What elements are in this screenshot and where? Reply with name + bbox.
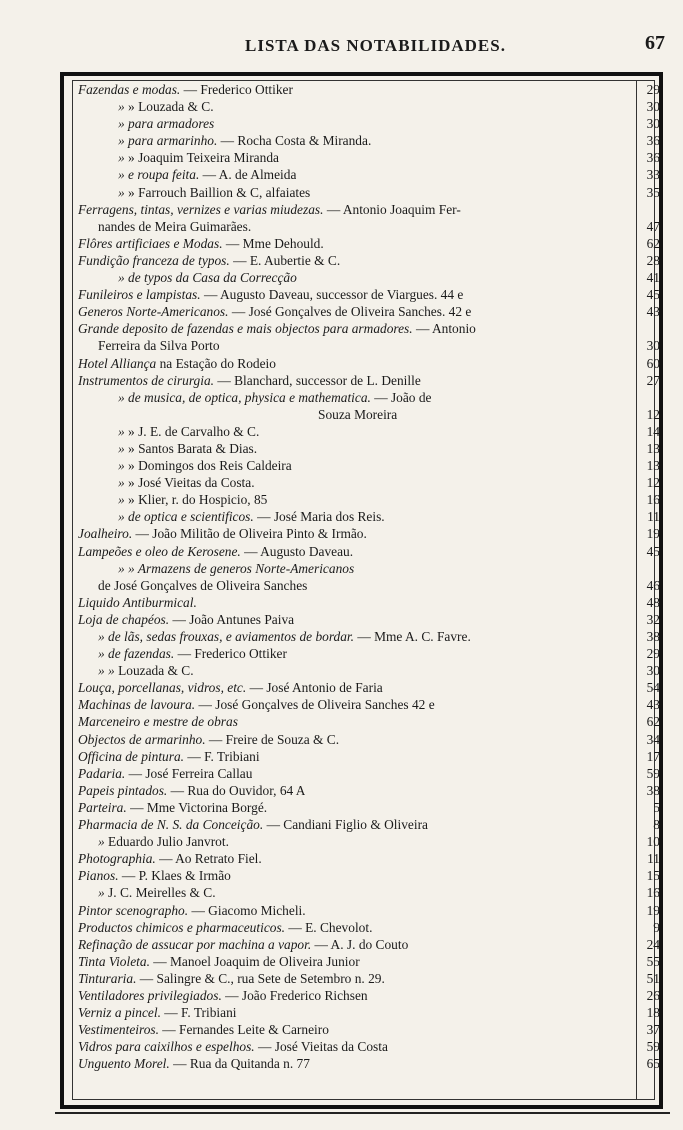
entry-name: — João Antunes Paiva (169, 611, 295, 627)
list-item (78, 1038, 660, 1055)
entry-page-number: 27 (646, 372, 660, 388)
entry-name: — F. Tribiani (160, 1005, 237, 1021)
entry-category: Refinação de assucar por machina a vapor. (78, 936, 312, 952)
entry-page-number: 32 (646, 611, 660, 627)
entry-text (98, 662, 194, 679)
entry-name: — Frederico Ottiker (180, 82, 293, 97)
entry-text (78, 286, 463, 303)
entry-text (118, 166, 296, 183)
entry-page-number: 11 (647, 509, 660, 525)
directory-list (78, 81, 660, 1072)
entry-category: » (118, 99, 125, 115)
entry-page-number: 16 (646, 885, 660, 901)
entry-page-number: 38 (646, 629, 660, 644)
entry-category: Ferragens, tintas, vernizes e varias miudezas. (78, 201, 324, 217)
page-number: 67 (645, 32, 665, 54)
entry-category: Verniz a pincel. (78, 1005, 161, 1021)
list-item (78, 816, 660, 833)
entry-page-number: 8 (653, 817, 660, 833)
list-item (78, 166, 660, 183)
entry-text (118, 115, 214, 132)
entry-page-number: 28 (646, 252, 660, 268)
entry-name: — José Antonio de Faria (246, 680, 383, 696)
entry-name: — Blanchard, successor de L. Denille (214, 372, 421, 388)
entry-name: na Estação do Rodeio (156, 355, 276, 371)
entry-text (118, 98, 214, 115)
entry-text (118, 508, 385, 525)
list-item (78, 884, 660, 901)
entry-category: » » (98, 663, 115, 679)
page-title: LISTA DAS NOTABILIDADES. (245, 36, 506, 55)
entry-name: — Augusto Daveau, successor de Viargues. 44 e (200, 287, 464, 303)
list-item (78, 201, 660, 218)
entry-text (78, 902, 306, 919)
list-item (78, 440, 660, 457)
entry-text (118, 269, 297, 286)
list-item (78, 867, 660, 884)
list-item (78, 269, 660, 286)
entry-text (78, 679, 383, 696)
entry-page-number: 65 (646, 1056, 660, 1072)
entry-category: » de optica e scientificos. (118, 509, 254, 525)
entry-category: » (118, 423, 125, 439)
entry-page-number: 36 (646, 150, 660, 166)
entry-page-number: 60 (646, 355, 660, 371)
list-item (78, 372, 660, 389)
entry-name: — Antonio (412, 321, 476, 337)
entry-name: — José Vieitas da Costa (254, 1039, 388, 1055)
entry-category: Hotel Alliança (78, 355, 157, 371)
entry-name: — Frederico Ottiker (174, 646, 287, 662)
entry-text (78, 81, 293, 98)
list-item (78, 389, 660, 406)
entry-category: » (98, 834, 105, 850)
entry-category: Fazendas e modas. (78, 82, 181, 97)
entry-name: » J. E. de Carvalho & C. (124, 423, 260, 439)
entry-text (78, 1021, 329, 1038)
entry-category: » de lãs, sedas frouxas, e aviamentos de bordar. (98, 629, 355, 644)
bottom-rule (55, 1112, 670, 1114)
list-item (78, 525, 660, 542)
list-item (78, 1021, 660, 1038)
entry-name: — Antonio Joaquim Fer- (323, 201, 461, 217)
entry-text (78, 731, 339, 748)
entry-text (78, 782, 305, 799)
entry-text (98, 833, 229, 850)
entry-category: Papeis pintados. (78, 782, 168, 798)
entry-page-number: 47 (646, 218, 660, 234)
entry-text (78, 1004, 237, 1021)
entry-text (118, 132, 371, 149)
entry-text (78, 1038, 388, 1055)
entry-text (98, 645, 287, 662)
entry-text (118, 457, 292, 474)
entry-page-number: 59 (646, 765, 660, 781)
entry-page-number: 5 (653, 799, 660, 815)
entry-text (78, 713, 238, 730)
entry-category: Grande deposito de fazendas e mais objectos para armadores. (78, 321, 413, 337)
entry-name: — José Gonçalves de Oliveira Sanches 42 e (195, 697, 435, 713)
entry-category: » (98, 885, 105, 901)
list-item (78, 252, 660, 269)
list-item (78, 594, 660, 611)
list-item (78, 765, 660, 782)
entry-name: — João Frederico Richsen (221, 987, 368, 1003)
list-item (78, 406, 660, 423)
list-item (78, 115, 660, 132)
entry-page-number: 36 (646, 133, 660, 149)
entry-text (78, 987, 368, 1004)
entry-category: Joalheiro. (78, 526, 133, 542)
list-item (78, 850, 660, 867)
entry-page-number: 54 (646, 680, 660, 696)
entry-category: » (118, 475, 125, 491)
list-item (78, 577, 660, 594)
list-item (78, 1004, 660, 1021)
list-item (78, 799, 660, 816)
entry-page-number: 55 (646, 953, 660, 969)
entry-page-number: 33 (646, 167, 660, 183)
entry-category: Officina de pintura. (78, 748, 185, 764)
entry-page-number: 10 (646, 834, 660, 850)
entry-category: Fundição franceza de typos. (78, 252, 230, 268)
entry-name: — A. de Almeida (199, 167, 297, 183)
entry-name: — Mme A. C. Favre. (354, 629, 471, 644)
entry-page-number: 30 (646, 663, 660, 679)
entry-text (118, 491, 267, 508)
entry-text (78, 525, 367, 542)
entry-category: » para armadores (118, 116, 215, 132)
entry-page-number: 30 (646, 338, 660, 354)
entry-name: — Freire de Souza & C. (205, 731, 340, 747)
entry-name: — Mme Victorina Borgé. (126, 799, 268, 815)
entry-text (78, 201, 461, 218)
entry-page-number: 12 (646, 475, 660, 491)
entry-category: Marceneiro e mestre de obras (78, 714, 238, 730)
entry-category: Photographia. (78, 851, 156, 867)
entry-name: — João de (370, 389, 432, 405)
entry-name: — José Maria dos Reis. (253, 509, 385, 525)
entry-category: Louça, porcellanas, vidros, etc. (78, 680, 247, 696)
entry-page-number: 16 (646, 492, 660, 508)
list-item (78, 748, 660, 765)
list-item (78, 184, 660, 201)
entry-name: — João Militão de Oliveira Pinto & Irmão. (132, 526, 367, 542)
entry-text (78, 320, 476, 337)
entry-page-number: 43 (646, 697, 660, 713)
entry-text (98, 628, 471, 645)
list-item (78, 696, 660, 713)
entry-page-number: 13 (646, 440, 660, 456)
entry-name: J. C. Meirelles & C. (104, 885, 216, 901)
entry-page-number: 46 (646, 577, 660, 593)
entry-category: » para armarinho. (118, 133, 218, 149)
entry-text (78, 1055, 310, 1072)
list-item (78, 235, 660, 252)
entry-page-number: 43 (646, 304, 660, 320)
entry-page-number: 62 (646, 714, 660, 730)
entry-page-number: 41 (646, 270, 660, 286)
entry-category: Tinta Violeta. (78, 953, 150, 969)
entry-category: » de fazendas. (98, 646, 175, 662)
list-item (78, 731, 660, 748)
entry-name: » Farrouch Baillion & C, alfaiates (124, 184, 311, 200)
entry-text (118, 149, 279, 166)
entry-page-number: 35 (646, 184, 660, 200)
entry-page-number: 51 (646, 970, 660, 986)
entry-text (98, 218, 251, 235)
entry-text (78, 594, 197, 611)
entry-name: Eduardo Julio Janvrot. (104, 834, 229, 850)
entry-category: Flôres artificiaes e Modas. (78, 235, 223, 251)
entry-category: Padaria. (78, 765, 126, 781)
list-item (78, 457, 660, 474)
entry-page-number: 38 (646, 782, 660, 798)
entry-page-number: 17 (646, 748, 660, 764)
list-item (78, 543, 660, 560)
entry-name: — Fernandes Leite & Carneiro (158, 1022, 329, 1038)
entry-text (78, 765, 252, 782)
entry-category: » » Armazens de generos Norte-Americanos (118, 560, 355, 576)
list-item (78, 1055, 660, 1072)
entry-category: » de typos da Casa da Correcção (118, 270, 297, 286)
entry-category: Loja de chapéos. (78, 611, 170, 627)
entry-page-number: 19 (646, 902, 660, 918)
entry-page-number: 9 (653, 919, 660, 935)
entry-name: — Manoel Joaquim de Oliveira Junior (149, 953, 360, 969)
list-item (78, 953, 660, 970)
entry-page-number: 19 (646, 526, 660, 542)
entry-name: — Rua da Quitanda n. 77 (169, 1056, 310, 1072)
entry-page-number: 29 (646, 82, 660, 97)
list-item (78, 337, 660, 354)
list-item (78, 628, 660, 645)
entry-category: Ventiladores privilegiados. (78, 987, 222, 1003)
entry-text (78, 919, 372, 936)
entry-text (78, 543, 353, 560)
entry-name: — Salingre & C., rua Sete de Setembro n. 29. (136, 970, 385, 986)
entry-category: Unguento Morel. (78, 1056, 170, 1072)
entry-text (78, 953, 360, 970)
entry-name: Louzada & C. (114, 663, 194, 679)
entry-name: — P. Klaes & Irmão (118, 868, 231, 884)
entry-name: — Rocha Costa & Miranda. (217, 133, 372, 149)
entry-category: » (118, 440, 125, 456)
entry-page-number: 45 (646, 543, 660, 559)
entry-page-number: 34 (646, 731, 660, 747)
entry-page-number: 24 (646, 936, 660, 952)
entry-category: Liquido Antiburmical. (78, 594, 197, 610)
list-item (78, 902, 660, 919)
list-item (78, 423, 660, 440)
entry-text (78, 816, 428, 833)
entry-name: — José Ferreira Callau (125, 765, 253, 781)
entry-page-number: 18 (646, 1005, 660, 1021)
entry-page-number: 13 (646, 458, 660, 474)
entry-name: » Domingos dos Reis Caldeira (124, 458, 292, 474)
entry-category: » (118, 184, 125, 200)
entry-name: de José Gonçalves de Oliveira Sanches (98, 577, 308, 593)
entry-page-number: 11 (647, 851, 660, 867)
list-item (78, 679, 660, 696)
list-item (78, 132, 660, 149)
entry-text (78, 303, 471, 320)
page-header (0, 30, 683, 60)
list-item (78, 218, 660, 235)
list-item (78, 936, 660, 953)
list-item (78, 303, 660, 320)
entry-text (78, 850, 262, 867)
entry-name: — Rua do Ouvidor, 64 A (167, 782, 306, 798)
list-item (78, 560, 660, 577)
list-item (78, 782, 660, 799)
entry-text (118, 440, 257, 457)
entry-name: nandes de Meira Guimarães. (98, 218, 252, 234)
list-item (78, 833, 660, 850)
entry-text (98, 884, 216, 901)
entry-category: Tinturaria. (78, 970, 137, 986)
entry-category: Vidros para caixilhos e espelhos. (78, 1039, 255, 1055)
entry-text (78, 970, 385, 987)
entry-category: » (118, 150, 125, 166)
entry-text (318, 406, 397, 423)
list-item (78, 508, 660, 525)
entry-text (78, 867, 231, 884)
entry-category: Vestimenteiros. (78, 1022, 159, 1038)
entry-name: Souza Moreira (318, 406, 398, 422)
entry-category: Parteira. (78, 799, 127, 815)
entry-text (118, 474, 255, 491)
entry-name: — Giacomo Micheli. (188, 902, 306, 918)
entry-name: » Joaquim Teixeira Miranda (124, 150, 279, 166)
entry-text (78, 372, 421, 389)
list-item (78, 919, 660, 936)
entry-page-number: 29 (646, 646, 660, 662)
entry-text (78, 799, 267, 816)
entry-name: » José Vieitas da Costa. (124, 475, 255, 491)
entry-category: Instrumentos de cirurgia. (78, 372, 215, 388)
entry-page-number: 37 (646, 1022, 660, 1038)
list-item (78, 320, 660, 337)
entry-name: — José Gonçalves de Oliveira Sanches. 42 e (228, 304, 472, 320)
list-item (78, 662, 660, 679)
entry-page-number: 12 (646, 406, 660, 422)
entry-name: » Santos Barata & Dias. (124, 440, 258, 456)
entry-page-number: 14 (646, 423, 660, 439)
entry-name: Ferreira da Silva Porto (98, 338, 220, 354)
entry-page-number: 62 (646, 235, 660, 251)
entry-name: — Ao Retrato Fiel. (155, 851, 262, 867)
entry-text (118, 184, 310, 201)
list-item (78, 286, 660, 303)
entry-text (78, 235, 324, 252)
entry-text (78, 252, 340, 269)
list-item (78, 645, 660, 662)
entry-category: Pharmacia de N. S. da Conceição. (78, 817, 264, 833)
entry-name: » Klier, r. do Hospicio, 85 (124, 492, 268, 508)
entry-category: Objectos de armarinho. (78, 731, 206, 747)
entry-page-number: 26 (646, 987, 660, 1003)
entry-name: — F. Tribiani (184, 748, 260, 764)
entry-name: » Louzada & C. (124, 99, 214, 115)
list-item (78, 970, 660, 987)
list-item (78, 98, 660, 115)
list-item (78, 987, 660, 1004)
entry-text (78, 748, 260, 765)
list-item (78, 713, 660, 730)
entry-category: » e roupa feita. (118, 167, 200, 183)
entry-category: » (118, 492, 125, 508)
entry-category: Lampeões e oleo de Kerosene. (78, 543, 241, 559)
entry-name: — Mme Dehould. (222, 235, 324, 251)
entry-name: — Candiani Figlio & Oliveira (263, 817, 428, 833)
list-item (78, 355, 660, 372)
entry-page-number: 30 (646, 116, 660, 132)
entry-page-number: 30 (646, 99, 660, 115)
entry-text (98, 577, 307, 594)
entry-name: — E. Aubertie & C. (229, 252, 341, 268)
entry-name: — Augusto Daveau. (240, 543, 354, 559)
list-item (78, 491, 660, 508)
entry-category: Pintor scenographo. (78, 902, 189, 918)
entry-page-number: 15 (646, 868, 660, 884)
entry-text (78, 696, 435, 713)
entry-text (118, 560, 354, 577)
entry-category: Productos chimicos e pharmaceuticos. (78, 919, 286, 935)
entry-name: — E. Chevolot. (285, 919, 373, 935)
entry-category: Funileiros e lampistas. (78, 287, 201, 303)
list-item (78, 149, 660, 166)
entry-text (98, 337, 220, 354)
entry-page-number: 59 (646, 1039, 660, 1055)
entry-category: Generos Norte-Americanos. (78, 304, 229, 320)
entry-page-number: 45 (646, 287, 660, 303)
entry-category: » (118, 458, 125, 474)
entry-name: — A. J. do Couto (311, 936, 409, 952)
list-item (78, 81, 660, 98)
entry-text (118, 423, 259, 440)
entry-text (78, 355, 276, 372)
entry-text (78, 611, 294, 628)
entry-category: Pianos. (78, 868, 119, 884)
entry-category: » de musica, de optica, physica e mathematica. (118, 389, 371, 405)
entry-category: Machinas de lavoura. (78, 697, 196, 713)
list-item (78, 611, 660, 628)
entry-text (118, 389, 432, 406)
entry-text (78, 936, 408, 953)
list-item (78, 474, 660, 491)
entry-page-number: 48 (646, 594, 660, 610)
